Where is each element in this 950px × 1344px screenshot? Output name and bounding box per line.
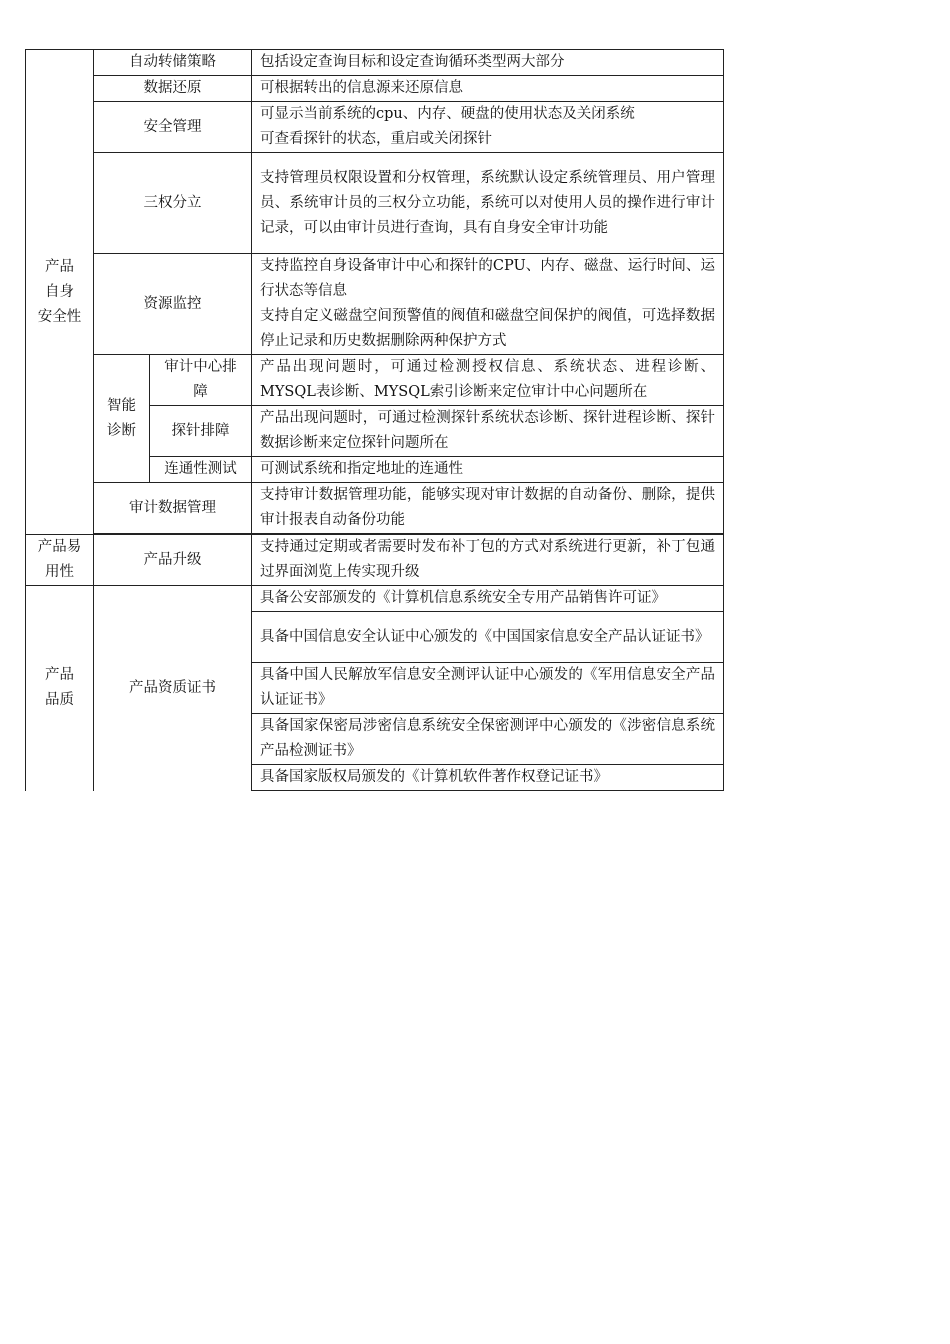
desc-cell: 支持管理员权限设置和分权管理，系统默认设定系统管理员、用户管理员、系统审计员的三权分立功能，系统可以对使用人员的操作进行审计记录，可以由审计员进行查询，具有自身安全审计功能 xyxy=(252,153,724,254)
cert-cell: 具备中国信息安全认证中心颁发的《中国国家信息安全产品认证证书》 xyxy=(252,612,724,663)
item-cell: 产品资质证书 xyxy=(94,586,252,791)
item-cell: 三权分立 xyxy=(94,153,252,254)
product-spec-table xyxy=(25,49,724,791)
table-row xyxy=(26,254,724,355)
desc-cell: 可测试系统和指定地址的连通性 xyxy=(252,457,724,483)
sub-item-cell: 连通性测试 xyxy=(150,457,252,483)
cert-cell: 具备中国人民解放军信息安全测评认证中心颁发的《军用信息安全产品认证证书》 xyxy=(252,663,724,714)
desc-cell: 产品出现问题时，可通过检测探针系统状态诊断、探针进程诊断、探针数据诊断来定位探针问题所在 xyxy=(252,406,724,457)
desc-cell: 产品出现问题时，可通过检测授权信息、系统状态、进程诊断、MYSQL表诊断、MYSQL索引诊断来定位审计中心问题所在 xyxy=(252,355,724,406)
cert-cell: 具备公安部颁发的《计算机信息系统安全专用产品销售许可证》 xyxy=(252,586,724,612)
table-row xyxy=(26,153,724,254)
sub-item-cell: 审计中心排 障 xyxy=(150,355,252,406)
group-cell-diagnosis: 智能 诊断 xyxy=(94,355,150,483)
table-row xyxy=(26,586,724,612)
desc-cell: 支持通过定期或者需要时发布补丁包的方式对系统进行更新，补丁包通过界面浏览上传实现升级 xyxy=(252,535,724,586)
cert-cell: 具备国家版权局颁发的《计算机软件著作权登记证书》 xyxy=(252,765,724,791)
table-row xyxy=(26,50,724,76)
category-cell-quality: 产品 品质 xyxy=(26,586,94,791)
item-cell: 数据还原 xyxy=(94,76,252,102)
desc-cell: 可根据转出的信息源来还原信息 xyxy=(252,76,724,102)
desc-cell: 包括设定查询目标和设定查询循环类型两大部分 xyxy=(252,50,724,76)
desc-cell: 支持监控自身设备审计中心和探针的CPU、内存、磁盘、运行时间、运行状态等信息 支持自定义磁盘空间预警值的阀值和磁盘空间保护的阀值，可选择数据停止记录和历史数据删除两种保护方式 xyxy=(252,254,724,355)
desc-cell: 可显示当前系统的cpu、内存、硬盘的使用状态及关闭系统 可查看探针的状态，重启或关闭探针 xyxy=(252,102,724,153)
item-cell: 资源监控 xyxy=(94,254,252,355)
item-cell: 安全管理 xyxy=(94,102,252,153)
item-cell: 产品升级 xyxy=(94,535,252,586)
category-cell-usability: 产品易 用性 xyxy=(26,535,94,586)
table-row xyxy=(26,535,724,586)
sub-item-cell: 探针排障 xyxy=(150,406,252,457)
category-cell-security: 产品 自身 安全性 xyxy=(26,50,94,535)
cert-cell: 具备国家保密局涉密信息系统安全保密测评中心颁发的《涉密信息系统产品检测证书》 xyxy=(252,714,724,765)
item-cell: 自动转储策略 xyxy=(94,50,252,76)
table-row xyxy=(26,102,724,153)
table-row xyxy=(26,76,724,102)
table-row xyxy=(26,355,724,406)
item-cell: 审计数据管理 xyxy=(94,483,252,534)
desc-cell: 支持审计数据管理功能，能够实现对审计数据的自动备份、删除，提供审计报表自动备份功能 xyxy=(252,483,724,534)
table-row xyxy=(26,483,724,534)
